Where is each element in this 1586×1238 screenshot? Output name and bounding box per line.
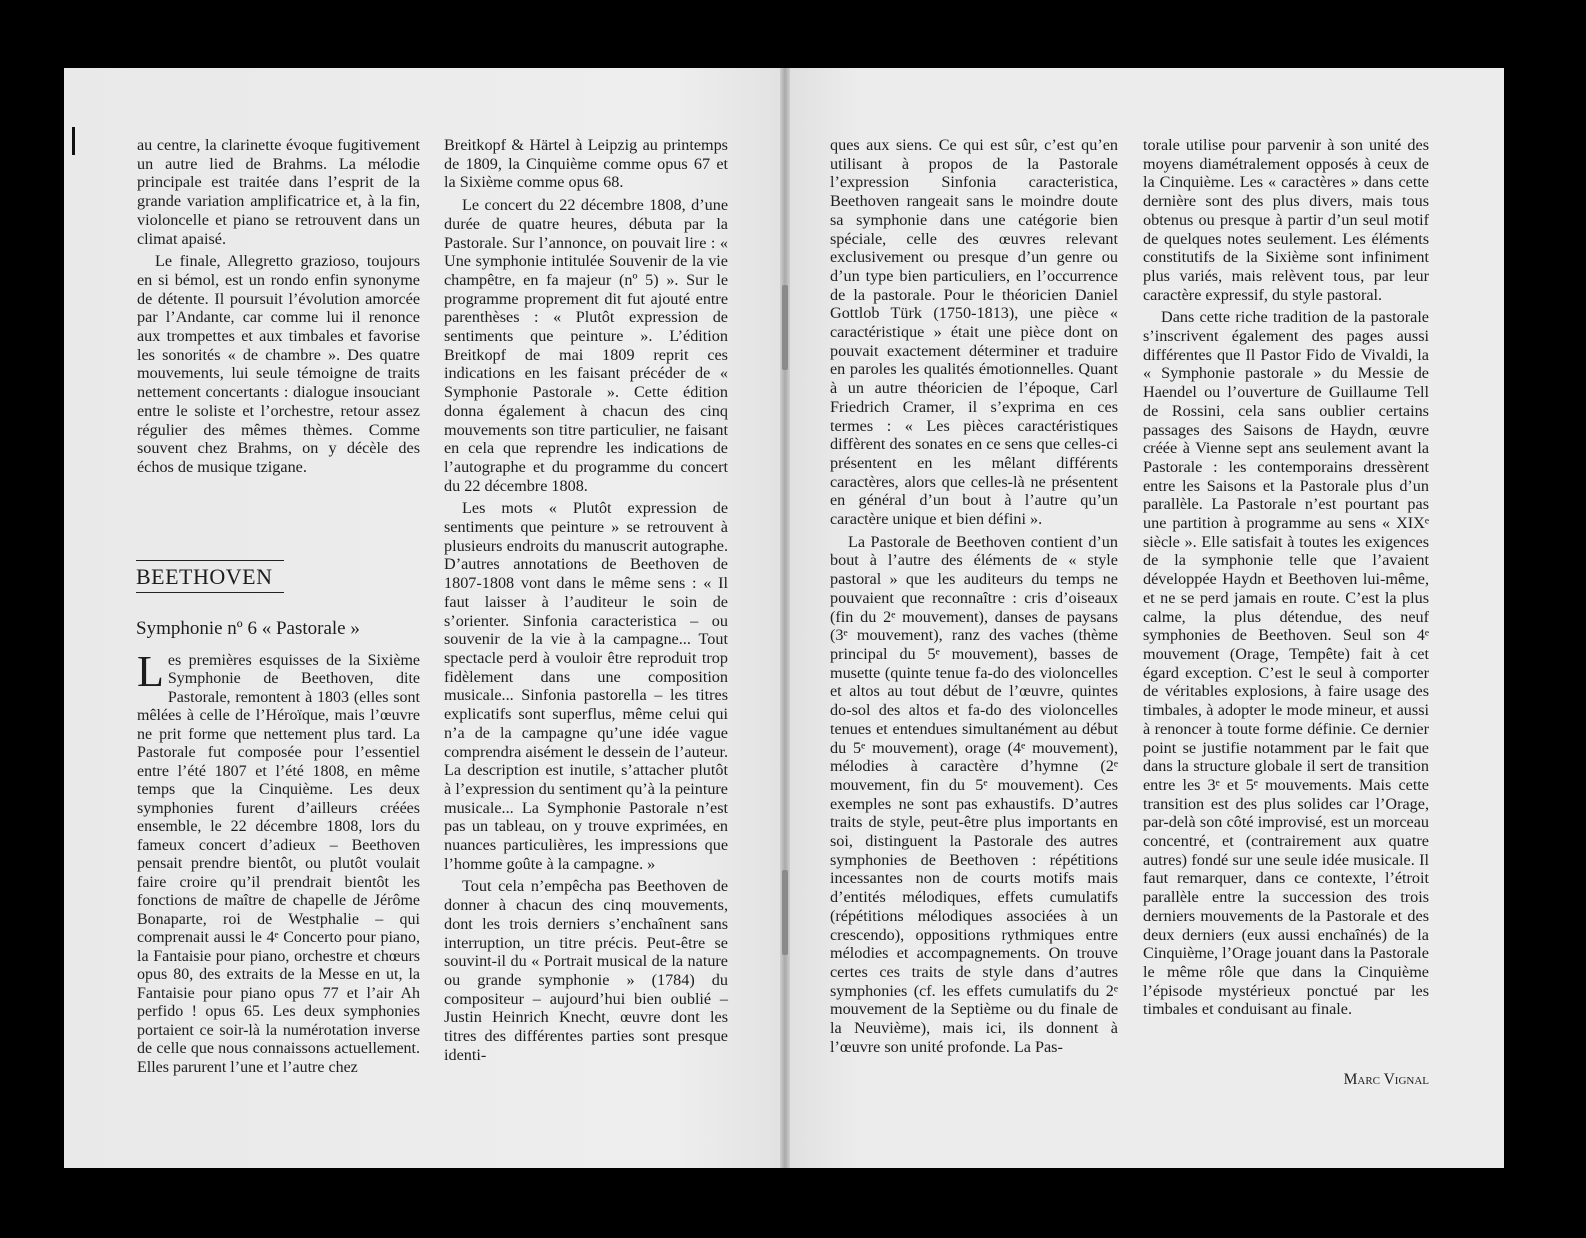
paragraph: Dans cette riche tradition de la pastorale s’inscrivent également des pages aussi différentes que Il Pastor Fido de Vivaldi, la « Symphonie pastorale » du Messie de Haendel ou l’ouverture de Guillaume Tell de Rossini, cela sans oublier certains passages des Saisons de Haydn, œuvre créée à Vienne sept ans seulement avant la Pastorale : les contemporains dressèrent entre les Saisons et la Pastorale plus d’un parallèle. La Pastorale n’est pourtant pas une partition à programme au sens « XIXᵉ siècle ». Elle satisfait à toutes les exigences de la symphonie telle que l’avaient développée Haydn et Beethoven lui-même, et ne se perd jamais en route. C’est la plus calme, la plus détendue, des neuf symphonies de Beethoven. Seul son 4ᵉ mouvement (Orage, Tempête) fait à cet égard exception. C’est le seul à comporter de véritables explosions, à faire usage des timbales, à adopter le mode mineur, et aussi à renoncer à toute forme définie. Ce dernier point se justifie notamment par le fait que dans la structure globale il sert de transition entre les 3ᵉ et 5ᵉ mouvements. Mais cette transition est des plus solides car l’Orage, par-delà son côté improvisé, est un morceau concentré, et (contrairement aux quatre autres) fondé sur une seule idée musicale. Il faut remarquer, dans ce contexte, l’étroit parallèle entre la succession des trois derniers mouvements de la Pastorale et des deux derniers (eux aussi enchaînés) de la Cinquième, l’Orage jouant dans la Pastorale le même rôle que dans la Cinquième l’épisode mystérieux ponctué par les timbales et conduisant au finale. [1143,308,1429,1019]
staple-bottom [782,870,788,955]
paragraph: Tout cela n’empêcha pas Beethoven de donner à chacun des cinq mouvements, dont les trois derniers s’enchaînent sans interruption, un titre précis. Peut-être se souvint-il du « Portrait musical de la nature ou grande symphonie » (1784) du compositeur – aujourd’hui bien oublié – Justin Heinrich Knecht, œuvre dont les titres des différentes parties sont presque identi- [444,877,728,1064]
column-4 [1143,136,1429,1019]
paragraph: ques aux siens. Ce qui est sûr, c’est qu’en utilisant à propos de la Pastorale l’expression Sinfonia caracteristica, Beethoven rangeait sans le moindre doute sa symphonie dans une catégorie bien spéciale, celle des œuvres relevant exclusivement ou presque d’un genre ou d’un type bien particuliers, en l’occurrence de la pastorale. Pour le théoricien Daniel Gottlob Türk (1750-1813), une pièce « caractéristique » était une pièce dont on pouvait exactement déterminer et traduire en paroles les qualités émotionnelles. Quant à un autre théoricien de l’époque, Carl Friedrich Cramer, il s’exprima en ces termes : « Les pièces caractéristiques diffèrent des sonates en ce sens que celles-ci présentent en les mêlant différents caractères, alors que celles-là ne présentent en général d’un bout à l’autre qu’un caractère unique et bien défini ». [830,136,1118,529]
paragraph: Le concert du 22 décembre 1808, d’une durée de quatre heures, débuta par la Pastorale. Sur l’annonce, on pouvait lire : « Une symphonie intitulée Souvenir de la vie champêtre, en fa majeur (nº 5) ». Sur le programme proprement dit fut ajouté entre parenthèses : « Plutôt expression de sentiments que peinture ». L’édition Breitkopf de mai 1809 reprit ces indications en les faisant précéder de « Symphonie Pastorale ». Cette édition donna également à chacun des cinq mouvements son titre particulier, ne faisant en cela que reprendre les indications de l’autographe et du programme du concert du 22 décembre 1808. [444,196,728,495]
paragraph: torale utilise pour parvenir à son unité des moyens diamétralement opposés à ceux de la Cinquième. Les « caractères » dans cette dernière sont des plus divers, mais tous obtenus ou presque à partir d’un seul motif de quelques notes seulement. Les éléments constitutifs de la Sixième sont infiniment plus variés, mais relèvent tous, par leur caractère expressif, du style pastoral. [1143,136,1429,304]
work-title: Symphonie nº 6 « Pastorale » [136,618,360,639]
author-signature: Marc Vignal [1343,1071,1429,1088]
paragraph: La Pastorale de Beethoven contient d’un bout à l’autre des éléments de « style pastoral » que les auditeurs du temps ne pouvaient que reconnaître : cris d’oiseaux (fin du 2ᵉ mouvement), danses de paysans (3ᵉ mouvement), ranz des vaches (thème principal du 5ᵉ mouvement), basses de musette (quinte tenue fa-do des violoncelles et altos au tout début de l’œuvre, quintes do-sol des altos et fa-do des violoncelles tenues et entendues simultanément au début du 5ᵉ mouvement), orage (4ᵉ mouvement), mélodies à caractère d’hymne (2ᵉ mouvement, fin du 5ᵉ mouvement). Ces exemples ne sont pas exhaustifs. D’autres traits de style, peut-être plus importants en soi, distinguent la Pastorale des autres symphonies de Beethoven : répétitions incessantes non de courts motifs mais d’entités mélodiques, effets cumulatifs (répétitions mélodiques associées à un crescendo), oppositions rythmiques entre mélodies et accompagnements. On trouve certes ces traits de style dans d’autres symphonies (cf. les effets cumulatifs du 2ᵉ mouvement de la Septième ou du finale de la Neuvième), mais ici, ils donnent à l’œuvre son unité profonde. La Pas- [830,532,1118,1056]
intro-paragraph [137,647,420,1077]
section-heading: BEETHOVEN [136,560,284,593]
book-gutter [780,68,790,1168]
paragraph: Breitkopf & Härtel à Leipzig au printemps de 1809, la Cinquième comme opus 67 et la Sixième comme opus 68. [444,136,728,192]
paragraph: Les mots « Plutôt expression de sentiments que peinture » se retrouvent à plusieurs endroits du manuscrit autographe. D’autres annotations de Beethoven de 1807-1808 vont dans le même sens : « Il faut laisser à l’auditeur le soin de s’orienter. Sinfonia caracteristica – ou souvenir de la vie à la campagne... Tout spectacle perd à vouloir être reproduit trop fidèlement dans une composition musicale... Sinfonia pastorella – les titres explicatifs sont superflus, même celui qui n’a de la campagne qu’une idée vague comprendra aisément le dessein de l’auteur. La description est inutile, s’attacher plutôt à l’expression du sentiment qu’à la peinture musicale... La Symphonie Pastorale n’est pas un tableau, on y trouve exprimées, en nuances particulières, les impressions que l’homme goûte à la campagne. » [444,499,728,873]
intro-text: es premières esquisses de la Sixième Symphonie de Beethoven, dite Pastorale, remontent à 1803 (elles sont mêlées à celle de l’Héroïque, mais l’œuvre ne prit forme que nettement plus tard. La Pastorale fut composée pour l’essentiel entre l’été 1807 et l’été 1808, en même temps que la Cinquième. Les deux symphonies furent d’ailleurs créées ensemble, le 22 décembre 1808, lors du fameux concert d’adieux – Beethoven pensait prendre bientôt, ou plutôt voulait faire croire qu’il prendrait bientôt les fonctions de maître de chapelle de Jérôme Bonaparte, roi de Westphalie – qui comprenait aussi le 4ᵉ Concerto pour piano, la Fantaisie pour piano, orchestre et chœurs opus 80, des extraits de la Messe en ut, la Fantaisie pour piano opus 77 et l’air Ah perfido ! opus 65. Les deux symphonies portaient ce soir-là la numérotation inverse de celle que nous connaissons actuellement. Elles parurent l’une et l’autre chez [137,652,420,1076]
column-2 [444,136,728,1064]
paragraph: au centre, la clarinette évoque fugitivement un autre lied de Brahms. La mélodie principale est traitée dans l’esprit de la grande variation amplificatrice et, à la fin, violoncelle et piano se retrouvent dans un climat apaisé. [137,136,420,248]
margin-mark [72,127,75,155]
staple-top [782,285,788,370]
column-3 [830,136,1118,1056]
column-1-intro [137,647,420,1077]
drop-cap: L [137,647,164,696]
column-1 [137,136,420,477]
paragraph: Le finale, Allegretto grazioso, toujours en si bémol, est un rondo enfin synonyme de détente. Il poursuit l’évolution amorcée par l’Andante, car comme lui il renonce aux trompettes et aux timbales et favorise les sonorités « de chambre ». Des quatre mouvements, lui seule témoigne de traits nettement concertants : dialogue insouciant entre le soliste et l’orchestre, retour assez régulier des mêmes thèmes. Comme souvent chez Brahms, on y décèle des échos de musique tzigane. [137,252,420,476]
